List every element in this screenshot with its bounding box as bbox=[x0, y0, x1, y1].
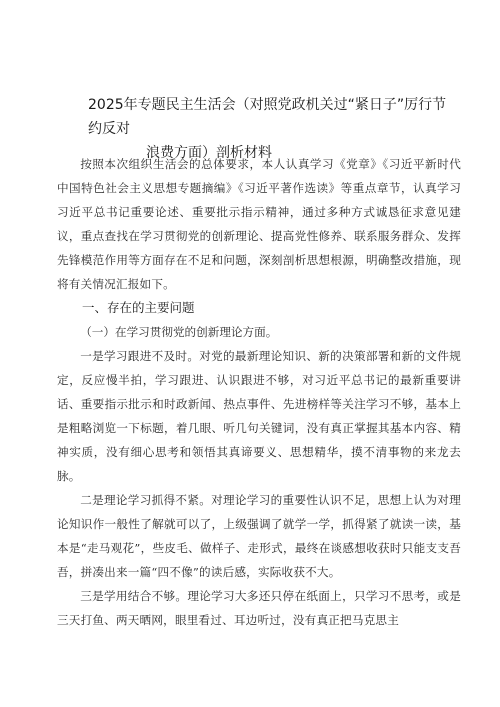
document-body bbox=[57, 152, 461, 632]
subsection-heading: （一）在学习贯彻党的创新理论方面。 bbox=[80, 325, 278, 339]
intro-paragraph: 按照本次组织生活会的总体要求，本人认真学习《党章》《习近平新时代中国特色社会主义思想专题摘编》《习近平著作选读》等重点章节，认真学习习近平总书记重要论述、重要批示指示精神，通过多种方式诚恳征求意见建议，重点查找在学习贯彻党的创新理论、提高党性修养、联系服务群众、发挥先锋模范作用等方面存在不足和问题，深刻剖析思想根源，明确整改措施，现将有关情况汇报如下。 bbox=[57, 157, 461, 291]
body-paragraph-1: 一是学习跟进不及时。对党的最新理论知识、新的决策部署和新的文件规定，反应慢半拍，学习跟进、认识跟进不够，对习近平总书记的最新重要讲话、重要指示批示和时政新闻、热点事件、先进榜样等关注学习不够，基本上是粗略浏览一下标题，着几眼、听几句关键词，没有真正掌握其基本内容、精神实质，没有细心思考和领悟其真谛要义、思想精华，摸不清事物的来龙去脉。 bbox=[57, 349, 461, 483]
title-line-1: 2025年专题民主生活会（对照党政机关过“紧日子”厉行节约反对 bbox=[88, 97, 447, 137]
section-heading: 一、存在的主要问题 bbox=[82, 300, 195, 315]
body-paragraph-2: 二是理论学习抓得不紧。对理论学习的重要性认识不足，思想上认为对理论知识作一般性了解就可以了，上级强调了就学一学，抓得紧了就读一读，基本是“走马观花”，些皮毛、做样子、走形式，最终在谈感想收获时只能支支吾吾，拼凑出来一篇“四不像”的读后感，实际收获不大。 bbox=[57, 493, 461, 579]
body-paragraph-3: 三是学用结合不够。理论学习大多还只停在纸面上，只学习不思考，或是三天打鱼、两天晒网，眼里看过、耳边听过，没有真正把马克思主 bbox=[57, 589, 461, 627]
title-line-2: 浪费方面）剖析材料 bbox=[146, 145, 272, 161]
